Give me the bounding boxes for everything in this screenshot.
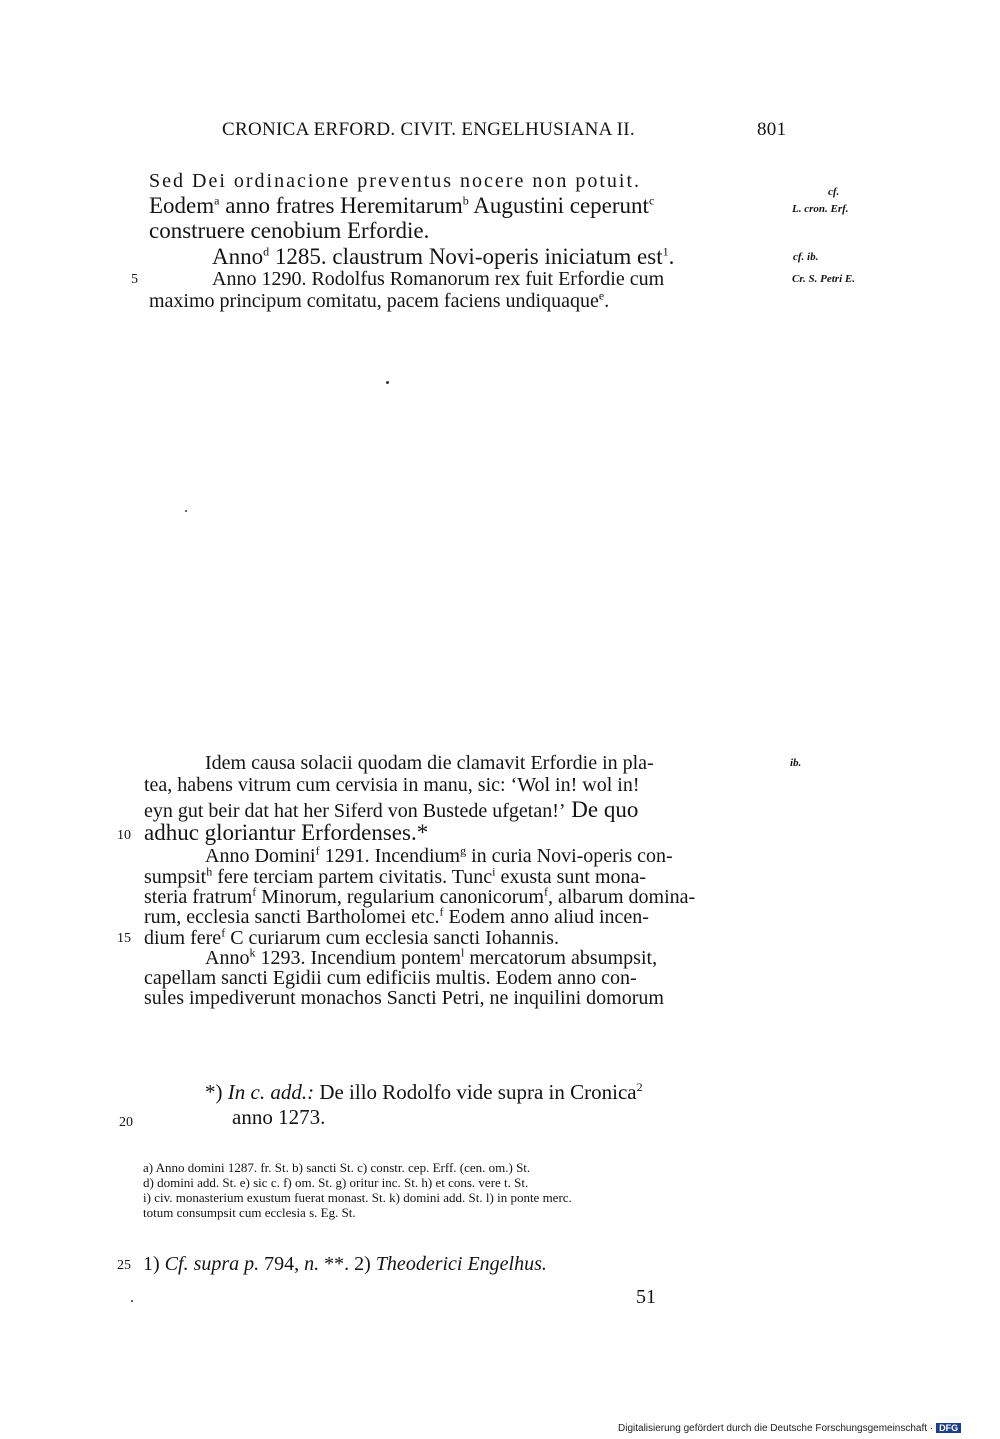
dfg-logo: DFG xyxy=(936,1423,961,1433)
text-line-5: Anno 1290. Rodolfus Romanorum rex fuit Erfordie cum xyxy=(212,268,665,290)
line-number-5: 5 xyxy=(131,272,138,287)
star-footnote-line-2: anno 1273. xyxy=(232,1105,326,1129)
text-line-13: steria fratrum$^f$ Minorum, regularium canonicorum$^f$, albarum domina- xyxy=(144,884,696,908)
funding-notice: Digitalisierung gefördert durch die Deutsche Forschungsgemeinschaft · DFG xyxy=(618,1423,961,1434)
text-line-15: dium fere$^f$ C curiarum cum ecclesia sancti Iohannis. xyxy=(144,925,559,949)
running-head-title: CRONICA ERFORD. CIVIT. ENGELHUSIANA II. xyxy=(222,119,635,140)
speck xyxy=(386,381,389,384)
text-line-16: Anno$^k$ 1293. Incendium pontem$^l$ mercatorum absumpsit, xyxy=(205,945,658,969)
text-line-2: Eodem$^a$ anno fratres Heremitarum$^b$ Augustini ceperunt$^c$ xyxy=(149,193,655,218)
margin-note-cf: cf. xyxy=(828,186,840,198)
variant-line-1: a) Anno domini 1287. fr. St. b) sancti St. c) constr. cep. Erff. (cen. om.) St. xyxy=(143,1160,531,1175)
text-line-3: construere cenobium Erfordie. xyxy=(149,218,430,243)
text-line-1: Sed Dei ordinacione preventus nocere non potuit. xyxy=(149,170,641,192)
text-line-10: adhuc gloriantur Erfordenses.* xyxy=(144,820,429,845)
text-line-6: maximo principum comitatu, pacem faciens undiquaque$^e$. xyxy=(149,288,610,312)
text-line-4: Anno$^d$ 1285. claustrum Novi-operis iniciatum est$^1$. xyxy=(212,244,675,269)
text-line-7: Idem causa solacii quodam die clamavit Erfordie in pla- xyxy=(205,752,654,774)
text-line-17: capellam sancti Egidii cum edificiis multis. Eodem anno con- xyxy=(144,967,637,989)
variant-line-3: i) civ. monasterium exustum fuerat monast. St. k) domini add. St. l) in ponte merc. xyxy=(143,1190,572,1205)
text-line-18: sules impediverunt monachos Sancti Petri, ne inquilini domorum xyxy=(144,987,664,1009)
margin-note-cf-ib: cf. ib. xyxy=(793,251,819,263)
line-number-10: 10 xyxy=(117,828,131,843)
text-line-12: sumpsit$^h$ fere terciam partem civitatis. Tunc$^i$ exusta sunt mona- xyxy=(144,864,647,888)
star-footnote-line-1: *) In c. add.: De illo Rodolfo vide supra in Cronica$^2$ xyxy=(205,1080,643,1104)
signature-mark: 51 xyxy=(636,1286,656,1308)
speck xyxy=(131,1300,133,1302)
variant-line-4: totum consumpsit cum ecclesia s. Eg. St. xyxy=(143,1205,356,1220)
text-line-11: Anno Domini$^f$ 1291. Incendium$^g$ in curia Novi-operis con- xyxy=(205,843,673,867)
speck xyxy=(185,510,187,512)
text-line-14: rum, ecclesia sancti Bartholomei etc.$^f$ Eodem anno aliud incen- xyxy=(144,904,649,928)
line-number-25: 25 xyxy=(117,1258,131,1273)
page-number: 801 xyxy=(757,119,787,140)
margin-note-cr-s-petri: Cr. S. Petri E. xyxy=(792,273,855,285)
margin-note-ib: ib. xyxy=(790,757,802,769)
text-line-8: tea, habens vitrum cum cervisia in manu, sic: ‘Wol in! wol in! xyxy=(144,774,640,796)
line-number-20: 20 xyxy=(119,1115,133,1130)
line-number-15: 15 xyxy=(117,931,131,946)
text-line-9: eyn gut beir dat hat her Siferd von Bustede ufgetan!’ De quo xyxy=(144,797,639,822)
source-notes: 1) Cf. supra p. 794, n. **. 2) Theoderici Engelhus. xyxy=(143,1253,547,1275)
margin-note-l-cron-erf: L. cron. Erf. xyxy=(792,203,849,215)
variant-line-2: d) domini add. St. e) sic c. f) om. St. g) oritur inc. St. h) et cons. vere t. St. xyxy=(143,1175,529,1190)
